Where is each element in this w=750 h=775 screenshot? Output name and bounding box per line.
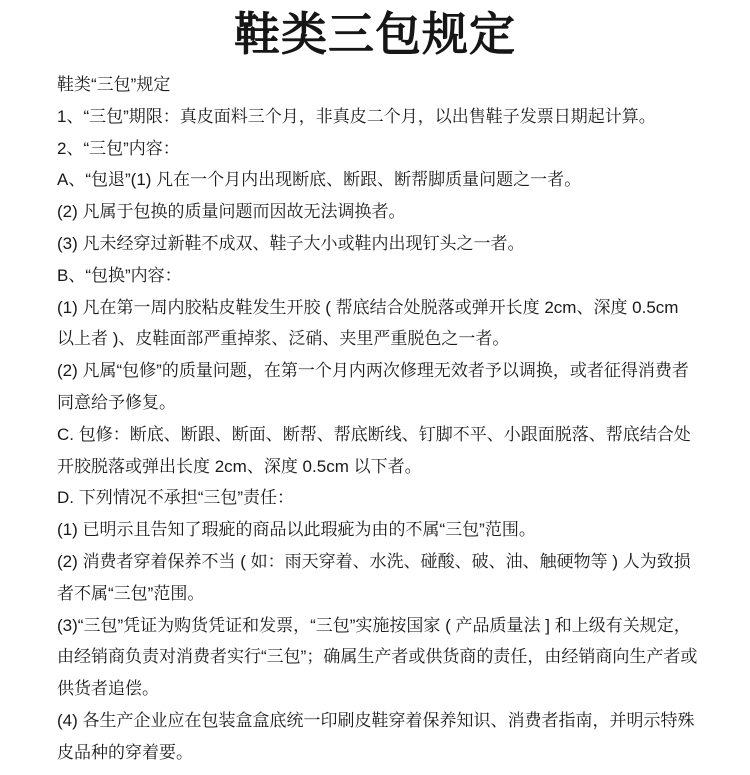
paragraph: D. 下列情况不承担“三包”责任：: [57, 488, 295, 508]
paragraph: (2) 消费者穿着保养不当 ( 如：雨天穿着、水洗、碰酸、破、油、触硬物等 ) 人为致损者不属“三包”范围。: [57, 551, 691, 603]
paragraph: (4) 各生产企业应在包装盒盒底统一印刷皮鞋穿着保养知识、消费者指南，并明示特殊皮品种的穿着要。: [57, 710, 695, 762]
paragraph: C. 包修：断底、断跟、断面、断帮、帮底断线、钉脚不平、小跟面脱落、帮底结合处开胶脱落或弹出长度 2cm、深度 0.5cm 以下者。: [57, 424, 691, 476]
paragraph: (1) 凡在第一周内胶粘皮鞋发生开胶 ( 帮底结合处脱落或弹开长度 2cm、深度 0.5cm 以上者 )、皮鞋面部严重掉浆、泛硝、夹里严重脱色之一者。: [57, 297, 679, 349]
regulations-body: [0, 60, 750, 769]
paragraph: 2、“三包”内容：: [57, 138, 180, 158]
paragraph: 1、“三包”期限：真皮面料三个月，非真皮二个月，以出售鞋子发票日期起计算。: [57, 106, 656, 126]
paragraph: A、“包退”(1) 凡在一个月内出现断底、断跟、断帮脚质量问题之一者。: [57, 170, 582, 190]
page-title: 鞋类三包规定: [234, 7, 516, 61]
paragraph: (2) 凡属“包修”的质量问题，在第一个月内两次修理无效者予以调换，或者征得消费者同意给予修复。: [57, 361, 689, 412]
paragraph: (2) 凡属于包换的质量问题而因故无法调换者。: [57, 202, 406, 222]
paragraph: 鞋类“三包”规定: [57, 75, 171, 94]
paragraph: (3)“三包”凭证为购货凭证和发票，“三包”实施按国家 ( 产品质量法 ] 和上级有关规定，由经销商负责对消费者实行“三包”；确属生产者或供货商的责任，由经销商向生产者或供货者追偿。: [57, 615, 698, 699]
paragraph: (3) 凡未经穿过新鞋不成双、鞋子大小或鞋内出现钉头之一者。: [57, 233, 525, 253]
paragraph: (1) 已明示且告知了瑕疵的商品以此瑕疵为由的不属“三包”范围。: [57, 520, 536, 540]
paragraph: B、“包换”内容：: [57, 265, 182, 285]
